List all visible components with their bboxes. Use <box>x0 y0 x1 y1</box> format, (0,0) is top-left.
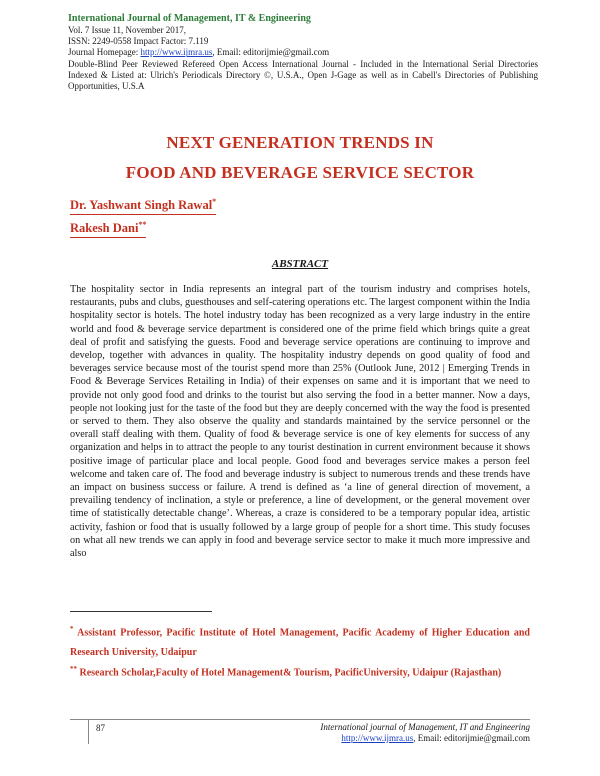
page-number-divider <box>88 720 89 744</box>
abstract-body: The hospitality sector in India represents an integral part of the tourism industry and comprises hotels, restaurants, pubs and clubs, guesthouses and self-catering operations etc. The largest component within the India hospitality sector is hotels. The hotel industry today has been recognized as a very large industry in the entire world and food & beverage service department is considered one of the prime field which brings quite a great deal of profit and satisfying the guests. Food and beverage service operations are continuing to improve and develop, together with advances in quality. The hospitality industry depends on good quality of food and beverages service because most of the tourist spend more than 25% (Outlook June, 2012 | Emerging Trends in Food & Beverage Services Retailing in India) of their expenses on same and it is important that we need to provide not only good food and drinks to the tourist but also serving the food in a better manner. Now a days, people not looking just for the taste of the food but they are deeply concerned with the way the food is presented or served to them. They also observe the quality and standards maintained by the service personnel or the overall staff dealing with them. Quality of food & beverage service is one of key elements for success of any organization and helps in to attract the people to any tourist destination in current environment because it shows positive image of particular place and local people. Good food and beverages service makes a person feel welcome and taken care of. The food and beverage industry is subject to numerous trends and these trends have an impact on business success or failure. A trend is defined as ‘a line of general direction of movement, a prevailing tendency of inclination, a style or preference, a line of development, or the general movement over time of statistically detectable change’. Whereas, a craze is considered to be a temporary popular idea, artistic activity, fashion or food that is usually followed by a large group of people for a short time. This study focuses on what all new trends we can apply in food and beverage service sector to make it much more impressive and also <box>70 284 530 560</box>
footnote-2 <box>70 659 530 683</box>
author-2-mark: ** <box>138 220 147 229</box>
footer-contact <box>280 733 530 744</box>
page-number: 87 <box>96 723 105 733</box>
abstract-heading: ABSTRACT <box>271 258 329 270</box>
footnote-1-text: Assistant Professor, Pacific Institute of Hotel Management, Pacific Academy of Higher Education and Research University, Udaipur <box>70 627 530 659</box>
paper-title <box>0 128 600 188</box>
issn-line: ISSN: 2249-0558 Impact Factor: 7.119 <box>68 36 209 47</box>
page-footer <box>280 722 530 744</box>
homepage-label: Journal Homepage: <box>68 47 141 58</box>
author-1-mark: * <box>212 197 217 206</box>
author-2-name: Rakesh Dani <box>70 221 139 236</box>
directory-listing: Double-Blind Peer Reviewed Refereed Open Access International Journal - Included in the International Serial Directories Indexed & Listed at: Ulrich's Periodicals Directory ©, U.S.A., Open J-Gage as well as in Cabell's Directories of Publishing Opportunities, U.S.A <box>68 58 538 92</box>
header-email: , Email: editorijmie@gmail.com <box>212 47 330 58</box>
author-1 <box>70 197 216 215</box>
footer-journal: International journal of Management, IT and Engineering <box>320 722 530 732</box>
journal-header <box>68 13 538 92</box>
footnote-1 <box>70 619 530 663</box>
footer-email: , Email: editorijmie@gmail.com <box>413 733 530 743</box>
author-2 <box>70 220 146 238</box>
title-line-1: NEXT GENERATION TRENDS IN <box>166 133 434 152</box>
footnote-1-mark: * <box>70 625 74 633</box>
footnote-2-mark: ** <box>70 665 77 673</box>
footer-link[interactable]: http://www.ijmra.us <box>341 733 414 743</box>
journal-name: International Journal of Management, IT & Engineering <box>68 13 311 24</box>
footnote-rule <box>70 611 212 612</box>
footer-rule <box>70 719 530 720</box>
footnote-2-text: Research Scholar,Faculty of Hotel Management& Tourism, PacificUniversity, Udaipur (Rajasthan) <box>77 667 502 679</box>
volume-line: Vol. 7 Issue 11, November 2017, <box>68 25 186 35</box>
title-line-2: FOOD AND BEVERAGE SERVICE SECTOR <box>125 163 475 182</box>
homepage-line <box>68 47 538 58</box>
author-1-name: Dr. Yashwant Singh Rawal <box>70 198 213 213</box>
homepage-link[interactable]: http://www.ijmra.us <box>140 47 213 58</box>
